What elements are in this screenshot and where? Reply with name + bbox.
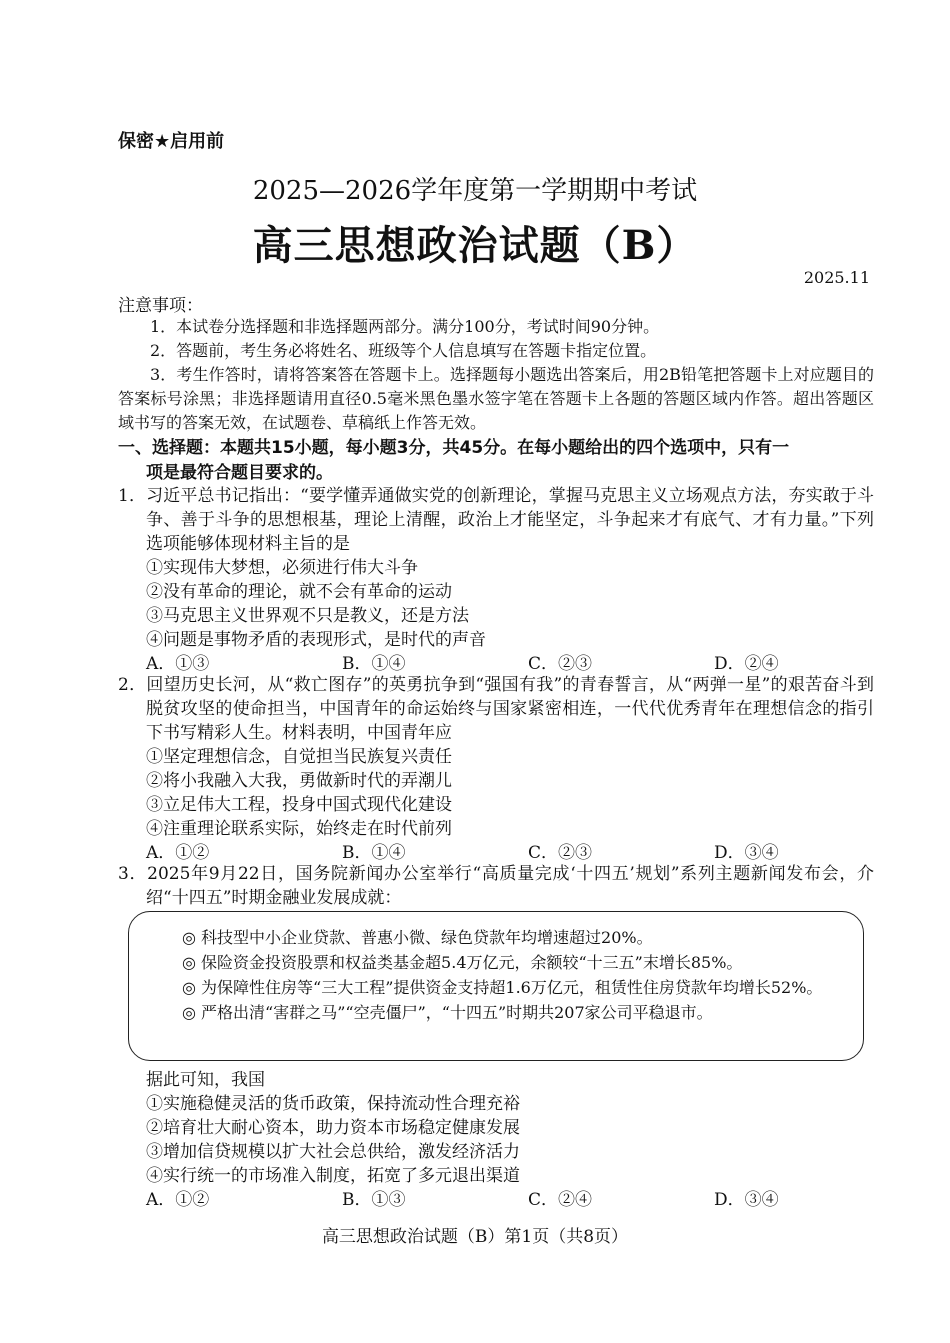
question-lead: 据此可知，我国 — [146, 1070, 265, 1090]
notice-item: 2．答题前，考生务必将姓名、班级等个人信息填写在答题卡指定位置。 — [150, 341, 657, 360]
notice-item: 3．考生作答时，请将答案答在答题卡上。选择题每小题选出答案后，用2B铅笔把答题卡上对应题目的答案标号涂黑；非选择题请用直径0.5毫米黑色墨水签字笔在答题卡上各题的答题区域内作答。超出答题区域书写的答案无效，在试题卷、草稿纸上作答无效。 — [118, 365, 874, 432]
question-3-options — [118, 1068, 874, 1212]
material-item: ◎ 保险资金投资股票和权益类基金超5.4万亿元，余额较“十三五”末增长85%。 — [182, 953, 743, 972]
choice-c: C．②④ — [528, 1190, 593, 1210]
material-item: ◎ 科技型中小企业贷款、普惠小微、绿色贷款年均增速超过20%。 — [182, 928, 653, 947]
confidential-label: 保密★启用前 — [118, 131, 225, 152]
choice-d: D．②④ — [714, 654, 779, 674]
statement-option: ②没有革命的理论，就不会有革命的运动 — [146, 582, 452, 602]
statement-option: ②将小我融入大我，勇做新时代的弄潮儿 — [146, 771, 452, 791]
question-stem: 1．习近平总书记指出：“要学懂弄通做实党的创新理论，掌握马克思主义立场观点方法，夯实敢于斗争、善于斗争的思想根基，理论上清醒，政治上才能坚定，斗争起来才有底气、才有力量。”下列选项能够体现材料主旨的是 — [118, 486, 874, 554]
choice-c: C．②③ — [528, 843, 593, 863]
exam-date: 2025.11 — [803, 268, 870, 287]
subject-title: 高三思想政治试题（B） — [252, 222, 698, 269]
statement-option: ①实施稳健灵活的货币政策，保持流动性合理充裕 — [146, 1094, 520, 1114]
choice-b: B．①④ — [342, 843, 406, 863]
choice-c: C．②③ — [528, 654, 593, 674]
statement-option: ④注重理论联系实际，始终走在时代前列 — [146, 819, 452, 839]
choice-d: D．③④ — [714, 1190, 779, 1210]
material-item: ◎ 严格出清“害群之马”“空壳僵尸”，“十四五”时期共207家公司平稳退市。 — [182, 1003, 713, 1022]
question-1 — [118, 484, 874, 676]
statement-option: ④问题是事物矛盾的表现形式，是时代的声音 — [146, 630, 486, 650]
choice-b: B．①④ — [342, 654, 406, 674]
statement-option: ①实现伟大梦想，必须进行伟大斗争 — [146, 558, 418, 578]
notice-heading: 注意事项： — [118, 296, 203, 316]
choice-a: A．①③ — [146, 654, 210, 674]
choice-a: A．①② — [146, 843, 210, 863]
choice-d: D．③④ — [714, 843, 779, 863]
notice-item: 1．本试卷分选择题和非选择题两部分。满分100分，考试时间90分钟。 — [150, 317, 660, 336]
choice-b: B．①③ — [342, 1190, 406, 1210]
statement-option: ③增加信贷规模以扩大社会总供给，激发经济活力 — [146, 1142, 520, 1162]
choice-a: A．①② — [146, 1190, 210, 1210]
material-box-content — [150, 925, 850, 1025]
section-heading — [118, 436, 874, 486]
statement-option: ②培育壮大耐心资本，助力资本市场稳定健康发展 — [146, 1118, 520, 1138]
section-heading-line: 项是最符合题目要求的。 — [146, 463, 333, 483]
answer-choices — [146, 1188, 874, 1212]
statement-option: ③立足伟大工程，投身中国式现代化建设 — [146, 795, 452, 815]
material-item: ◎ 为保障性住房等“三大工程”提供资金支持超1.6万亿元，租赁性住房贷款年均增长52%。 — [182, 978, 823, 997]
notice-list — [118, 315, 874, 435]
page-footer: 高三思想政治试题（B）第1页（共8页） — [321, 1227, 629, 1247]
question-stem: 2．回望历史长河，从“救亡图存”的英勇抗争到“强国有我”的青春誓言，从“两弹一星”的艰苦奋斗到脱贫攻坚的使命担当，中国青年的命运始终与国家紧密相连，一代代优秀青年在理想信念的指引下书写精彩人生。材料表明，中国青年应 — [118, 675, 874, 743]
statement-option: ③马克思主义世界观不只是教义，还是方法 — [146, 606, 469, 626]
statement-option: ①坚定理想信念，自觉担当民族复兴责任 — [146, 747, 452, 767]
statement-option: ④实行统一的市场准入制度，拓宽了多元退出渠道 — [146, 1166, 520, 1186]
question-3 — [118, 862, 874, 910]
question-stem: 3．2025年9月22日，国务院新闻办公室举行“高质量完成‘十四五’规划”系列主题新闻发布会，介绍“十四五”时期金融业发展成就： — [118, 864, 874, 908]
exam-title: 2025—2026学年度第一学期期中考试 — [252, 176, 698, 206]
section-heading-line: 一、选择题：本题共15小题，每小题3分，共45分。在每小题给出的四个选项中，只有一 — [118, 438, 790, 458]
question-2 — [118, 673, 874, 865]
